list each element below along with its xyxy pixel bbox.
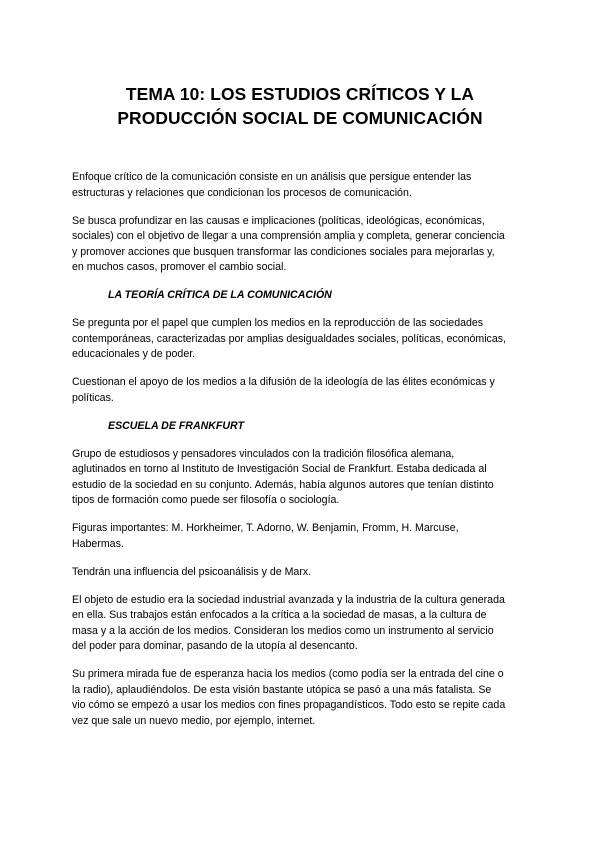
paragraph-line: vez que sale un nuevo medio, por ejemplo, internet. [72,714,316,727]
paragraph-line: Cuestionan el apoyo de los medios a la difusión de la ideología de las élites económicas y [72,376,495,388]
paragraph [72,316,534,363]
paragraph-line: El objeto de estudio era la sociedad industrial avanzada y la industria de la cultura generada [72,593,505,606]
paragraph-line: Se busca profundizar en las causas e implicaciones (políticas, ideológicas, económicas, [72,214,485,227]
paragraph-line: Enfoque crítico de la comunicación consiste en un análisis que persigue entender las [72,171,472,183]
paragraph-line: en ella. Sus trabajos están enfocados a la crítica a la sociedad de masas, a la cultura de [72,609,487,621]
paragraph-line: Se pregunta por el papel que cumplen los medios en la reproducción de las sociedades [72,317,484,329]
paragraph-line: en muchos casos, promover el cambio social. [72,261,287,273]
page-title [60,82,540,130]
paragraph-line: estructuras y relaciones que condicionan los procesos de comunicación. [72,186,412,199]
paragraph [72,375,534,406]
paragraph [72,667,534,729]
paragraph-line: y promover acciones que busquen transformar las condiciones sociales para mejorarlas y, [72,245,495,258]
paragraph-line: vio cómo se empezó a usar los medios con fines propagandísticos. Todo esto se repite cada [72,699,506,711]
paragraph-line: sociales) con el objetivo de llegar a una comprensión amplia y completa, generar conciencia [72,230,505,242]
paragraph-line: Figuras importantes: M. Horkheimer, T. Adorno, W. Benjamin, Fromm, H. Marcuse, [72,522,459,534]
paragraph [72,447,534,509]
paragraph-line: contemporáneas, caracterizadas por amplias desigualdades sociales, políticas, económicas, [72,332,506,345]
paragraph [72,214,534,276]
title-line: PRODUCCIÓN SOCIAL DE COMUNICACIÓN [117,108,483,128]
title-line: TEMA 10: LOS ESTUDIOS CRÍTICOS Y LA [125,84,475,104]
paragraph [72,170,534,201]
paragraph-line: la radio), aplaudiéndolos. De esta visión bastante utópica se pasó a una más fatalista. Se [72,683,492,696]
paragraph-line: masa y a la acción de los medios. Consideran los medios como un instrumento al servicio [72,624,494,637]
paragraph [72,521,534,552]
document-body [72,170,534,742]
paragraph-line: Su primera mirada fue de esperanza hacia los medios (como podía ser la entrada del cine o [72,668,504,680]
paragraph-line: educacionales y de poder. [72,348,196,360]
paragraph-line: del poder para dominar, pasando de la utopía al desencanto. [72,640,358,652]
paragraph [72,593,534,655]
paragraph-line: políticas. [72,391,114,404]
paragraph-line: tipos de formación como puede ser filosofía o sociología. [72,494,340,506]
paragraph-line: Habermas. [72,537,124,550]
paragraph-line: Tendrán una influencia del psicoanálisis y de Marx. [72,565,312,578]
paragraph-line: aglutinados en torno al Instituto de Investigación Social de Frankfurt. Estaba dedicada al [72,463,487,475]
section-heading: LA TEORÍA CRÍTICA DE LA COMUNICACIÓN [108,289,332,301]
paragraph-line: estudio de la sociedad en su conjunto. Además, había algunos autores que tenían distinto [72,478,494,491]
section-heading: ESCUELA DE FRANKFURT [108,419,244,432]
paragraph-line: Grupo de estudiosos y pensadores vinculados con la tradición filosófica alemana, [72,447,455,460]
paragraph [72,565,534,581]
